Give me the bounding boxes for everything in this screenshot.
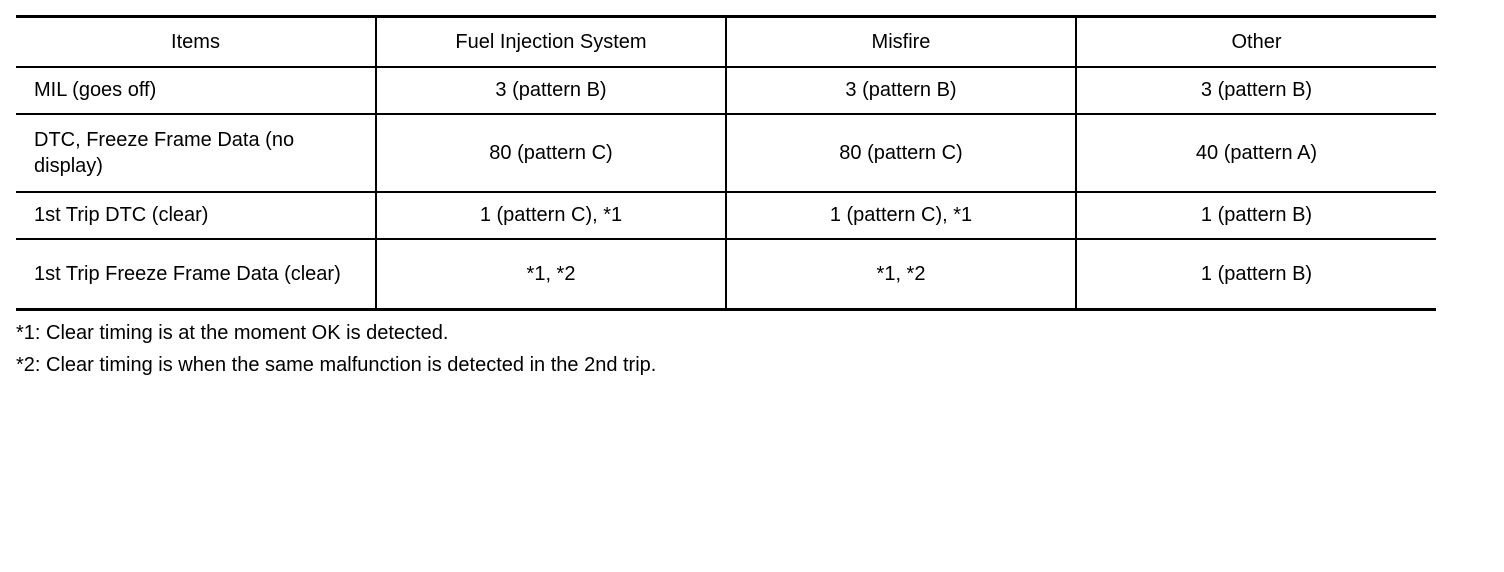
- footnote-2: *2: Clear timing is when the same malfunction is detected in the 2nd trip.: [16, 354, 657, 376]
- cell-other: 40 (pattern A): [1076, 114, 1436, 192]
- cell-fuel-injection-system: 3 (pattern B): [376, 67, 726, 114]
- header-items: Items: [16, 17, 376, 67]
- row-item-label: 1st Trip DTC (clear): [16, 192, 376, 239]
- cell-misfire: 1 (pattern C), *1: [726, 192, 1076, 239]
- header-fuel-injection-system: Fuel Injection System: [376, 17, 726, 67]
- cell-other: 3 (pattern B): [1076, 67, 1436, 114]
- footnote-1: *1: Clear timing is at the moment OK is detected.: [16, 322, 449, 344]
- footnotes: [16, 317, 1436, 381]
- row-item-label: 1st Trip Freeze Frame Data (clear): [16, 239, 376, 310]
- cell-fuel-injection-system: *1, *2: [376, 239, 726, 310]
- table-row: [16, 67, 1436, 114]
- header-other: Other: [1076, 17, 1436, 67]
- table-header-row: [16, 17, 1436, 67]
- clear-conditions-table: [16, 15, 1436, 311]
- cell-other: 1 (pattern B): [1076, 239, 1436, 310]
- cell-misfire: 3 (pattern B): [726, 67, 1076, 114]
- cell-misfire: 80 (pattern C): [726, 114, 1076, 192]
- table-row: [16, 239, 1436, 310]
- cell-misfire: *1, *2: [726, 239, 1076, 310]
- cell-fuel-injection-system: 1 (pattern C), *1: [376, 192, 726, 239]
- row-item-label: MIL (goes off): [16, 67, 376, 114]
- header-misfire: Misfire: [726, 17, 1076, 67]
- cell-fuel-injection-system: 80 (pattern C): [376, 114, 726, 192]
- row-item-label: DTC, Freeze Frame Data (no display): [16, 114, 376, 192]
- table-row: [16, 192, 1436, 239]
- cell-other: 1 (pattern B): [1076, 192, 1436, 239]
- document: [16, 15, 1436, 381]
- table-row: [16, 114, 1436, 192]
